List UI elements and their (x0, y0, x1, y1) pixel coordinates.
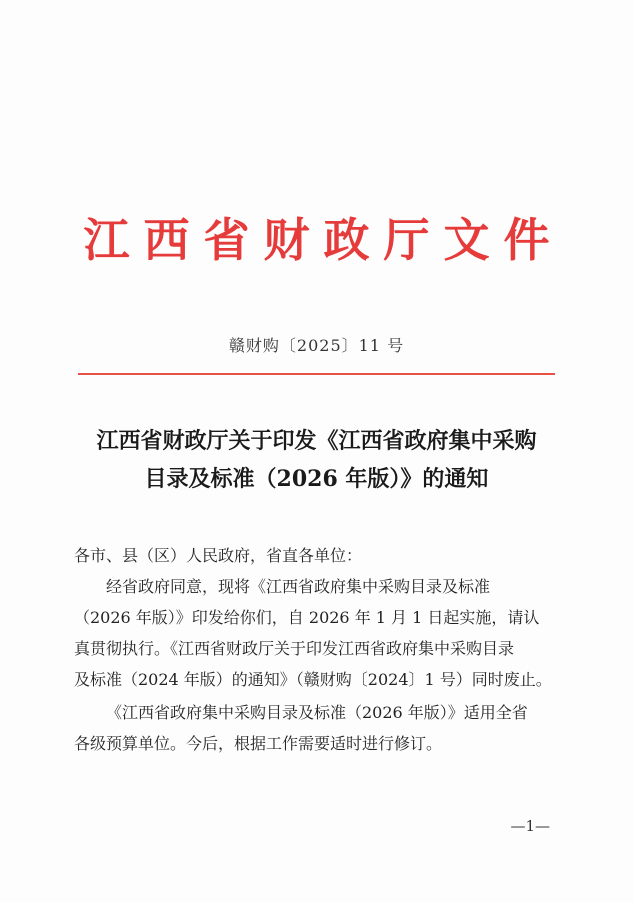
salutation: 各市、县（区）人民政府，省直各单位： (74, 546, 363, 565)
paragraph-1-line-3: 真贯彻执行。《江西省财政厅关于印发江西省政府集中采购目录 (74, 639, 515, 658)
paragraph-1-line-1: 经省政府同意，现将《江西省政府集中采购目录及标准 (106, 577, 491, 596)
document-header-title: 江西省财政厅文件 (83, 213, 564, 267)
paragraph-1-line-4: 及标准（2024 年版）的通知》（赣财购〔2024〕1 号）同时废止。 (74, 670, 552, 689)
page-number: —1— (510, 817, 550, 835)
paragraph-2-line-2: 各级预算单位。今后，根据工作需要适时进行修订。 (74, 734, 443, 753)
red-divider-line (78, 373, 555, 375)
notice-title-line-2: 目录及标准（2026 年版）》的通知 (144, 466, 489, 492)
document-body (74, 540, 564, 759)
notice-title (70, 422, 563, 498)
paragraph-2-line-1: 《江西省政府集中采购目录及标准（2026 年版）》适用全省 (106, 703, 528, 722)
document-number: 赣财购〔2025〕11 号 (228, 336, 405, 355)
paragraph-1-line-2: （2026 年版）》印发给你们，自 2026 年 1 月 1 日起实施，请认 (74, 608, 540, 627)
notice-title-line-1: 江西省财政厅关于印发《江西省政府集中采购 (96, 428, 537, 454)
